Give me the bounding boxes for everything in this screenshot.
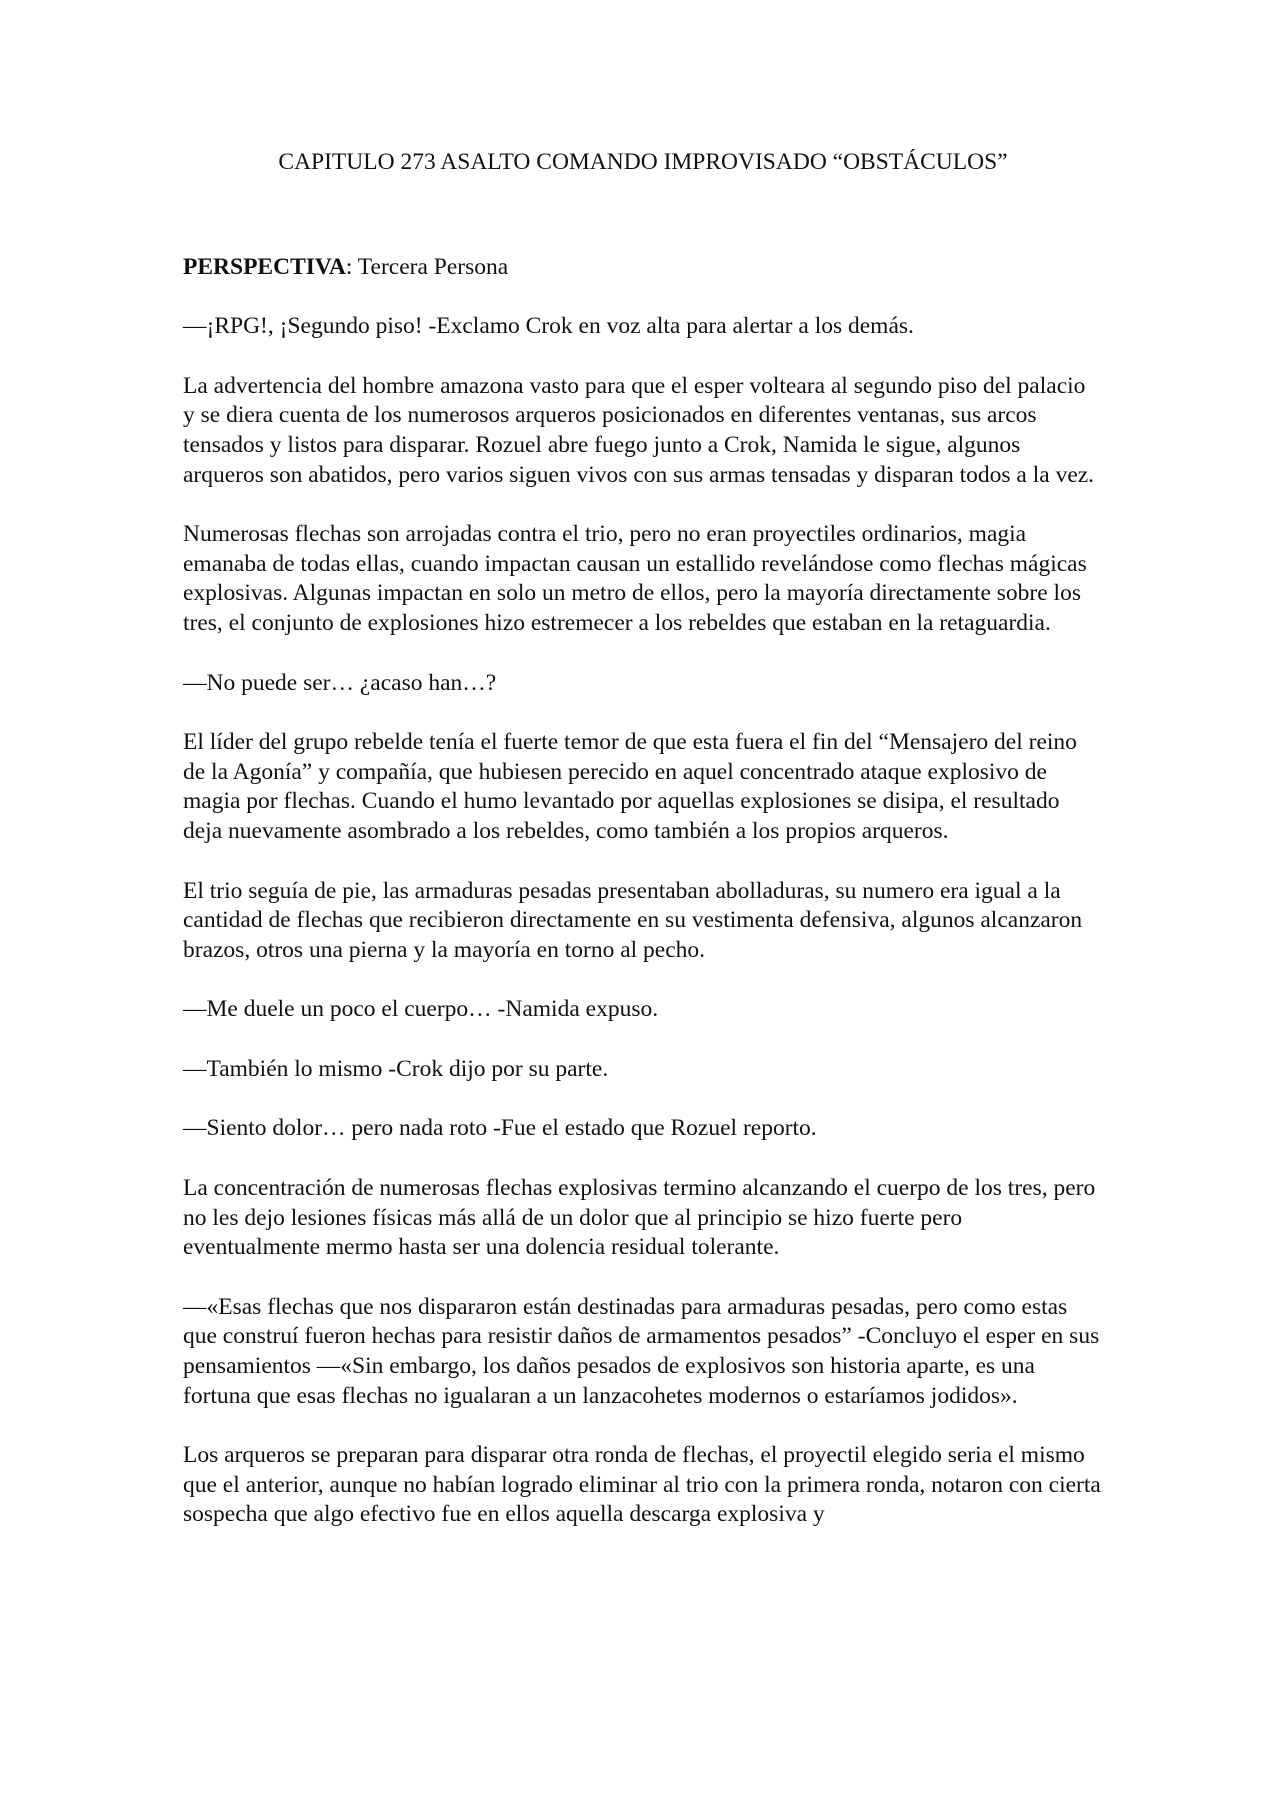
perspective-separator: : [345, 253, 353, 280]
body-paragraph: La advertencia del hombre amazona vasto para que el esper volteara al segundo piso del palacio y se diera cuenta de los numerosos arqueros posicionados en diferentes ventanas, sus arcos tensados y listos para disparar. Rozuel abre fuego junto a Crok, Namida le sigue, algunos arqueros son abatidos, pero varios siguen vivos con sus armas tensadas y disparan todos a la vez. [183, 372, 1095, 488]
chapter-title: CAPITULO 273 ASALTO COMANDO IMPROVISADO “OBSTÁCULOS” [278, 149, 1008, 175]
dialogue-paragraph: —¡RPG!, ¡Segundo piso! -Exclamo Crok en voz alta para alertar a los demás. [183, 313, 914, 340]
body-paragraph: El trio seguía de pie, las armaduras pesadas presentaban abolladuras, su numero era igual a la cantidad de flechas que recibieron directamente en su vestimenta defensiva, algunos alcanzaron brazos, otros una pierna y la mayoría en torno al pecho. [183, 877, 1083, 963]
body-paragraph: La concentración de numerosas flechas explosivas termino alcanzando el cuerpo de los tres, pero no les dejo lesiones físicas más allá de un dolor que al principio se hizo fuerte pero eventualmente mermo hasta ser una dolencia residual tolerante. [183, 1175, 1096, 1261]
body-paragraph: Numerosas flechas son arrojadas contra el trio, pero no eran proyectiles ordinarios, magia emanaba de todas ellas, cuando impactan causan un estallido revelándose como flechas mágicas explosivas. Algunas impactan en solo un metro de ellos, pero la mayoría directamente sobre los tres, el conjunto de explosiones hizo estremecer a los rebeldes que estaban en la retaguardia. [183, 521, 1087, 636]
dialogue-paragraph: —Siento dolor… pero nada roto -Fue el estado que Rozuel reporto. [183, 1115, 817, 1142]
document-page [183, 148, 1103, 1560]
perspective-value: Tercera Persona [352, 253, 509, 280]
dialogue-paragraph: —No puede ser… ¿acaso han…? [183, 669, 497, 696]
body-paragraph: El líder del grupo rebelde tenía el fuerte temor de que esta fuera el fin del “Mensajero del reino de la Agonía” y compañía, que hubiesen perecido en aquel concentrado ataque explosivo de magia por flechas. Cuando el humo levantado por aquellas explosiones se disipa, el resultado deja nuevamente asombrado a los rebeldes, como también a los propios arqueros. [183, 729, 1077, 844]
thought-paragraph: —«Esas flechas que nos dispararon están destinadas para armaduras pesadas, pero como estas que construí fueron hechas para resistir daños de armamentos pesados” -Concluyo el esper en sus pensamientos —«Sin embargo, los daños pesados de explosivos son historia aparte, es una fortuna que esas flechas no igualaran a un lanzacohetes modernos o estaríamos jodidos». [183, 1293, 1100, 1409]
perspective-label: PERSPECTIVA [183, 253, 346, 280]
body-paragraph: Los arqueros se preparan para disparar otra ronda de flechas, el proyectil elegido seria el mismo que el anterior, aunque no habían logrado eliminar al trio con la primera ronda, notaron con cierta sospecha que algo efectivo fue en ellos aquella descarga explosiva y [183, 1442, 1101, 1528]
dialogue-paragraph: —También lo mismo -Crok dijo por su parte. [183, 1055, 609, 1082]
dialogue-paragraph: —Me duele un poco el cuerpo… -Namida expuso. [183, 996, 659, 1023]
perspective-line [183, 253, 1103, 283]
